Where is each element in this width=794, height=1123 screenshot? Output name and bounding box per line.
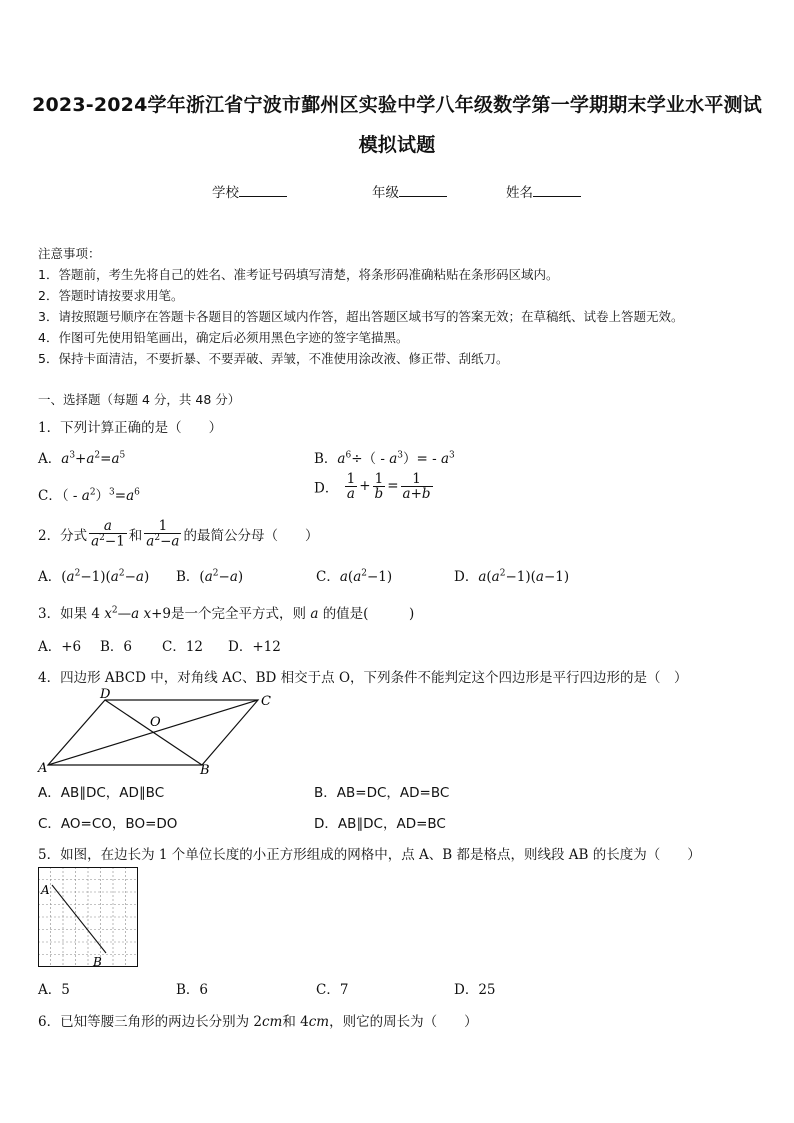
page-title: 2023-2024学年浙江省宁波市鄞州区实验中学八年级数学第一学期期末学业水平测试 — [32, 94, 762, 116]
school-label: 学校 — [212, 185, 239, 201]
grid-figure — [38, 867, 140, 971]
question-1-stem: 1．下列计算正确的是（ ） — [38, 420, 223, 436]
name-blank — [533, 184, 581, 197]
q5-option-a: A．5 — [38, 982, 70, 998]
q1-option-b: B．$a^6\div( - a^3)= - a^3$ — [314, 450, 455, 467]
question-2-stem: 2．分式 $\frac{a}{a^2-1}$ 和 $\frac{1}{a^2-a}$ 的最简公分母（ ） — [38, 518, 319, 550]
notice-heading: 注意事项： — [38, 246, 101, 261]
name-label: 姓名 — [506, 185, 533, 201]
vertex-label-c: C — [261, 694, 271, 709]
q3-option-d: D．+12 — [228, 639, 281, 655]
point-label-b: B — [93, 955, 102, 969]
point-label-o: O — [150, 715, 161, 730]
q4-option-a: A．AB∥DC，AD∥BC — [38, 785, 165, 801]
q4-option-b: B．AB=DC，AD=BC — [314, 785, 450, 801]
grade-label: 年级 — [372, 185, 399, 201]
grid-lines — [38, 867, 138, 967]
q5-option-b: B．6 — [176, 982, 209, 998]
question-5-stem: 5．如图，在边长为 1 个单位长度的小正方形组成的网格中，点 A、B 都是格点，则线段 AB 的长度为（ ） — [38, 847, 701, 863]
point-label-a: A — [41, 883, 50, 897]
q2-option-a: A．$(a^2-1)(a^2-a)$ — [38, 568, 150, 585]
section-heading: 一、选择题（每题 4 分，共 48 分） — [38, 392, 241, 407]
segment-ab — [52, 885, 106, 953]
vertex-label-b: B — [200, 763, 210, 776]
q2-option-b: B．$(a^2-a)$ — [176, 568, 244, 585]
diagonal-bd — [105, 700, 202, 765]
q1-option-d: D． $\frac{1}{a}$ + $\frac{1}{b}$ = $\frac{1}{a+b}$ — [314, 471, 431, 503]
page-subtitle: 模拟试题 — [358, 134, 436, 156]
school-field — [212, 181, 287, 201]
vertex-label-d: D — [100, 687, 111, 702]
q3-option-c: C．12 — [162, 639, 204, 655]
notice-item: 3．请按照题号顺序在答题卡各题目的答题区域内作答，超出答题区域书写的答案无效；在草稿纸、试卷上答题无效。 — [38, 309, 684, 324]
vertex-label-a: A — [38, 761, 48, 776]
q1-option-c: C．（ - $a^2)^3=a^6$ — [38, 487, 140, 504]
question-6-stem: 6．已知等腰三角形的两边长分别为 2cm和 4cm，则它的周长为（ ） — [38, 1014, 478, 1030]
q4-option-d: D．AB∥DC，AD=BC — [314, 816, 446, 832]
q5-option-c: C．7 — [316, 982, 349, 998]
notice-item: 1．答题前，考生先将自己的姓名、准考证号码填写清楚，将条形码准确粘贴在条形码区域内。 — [38, 267, 559, 282]
school-blank — [239, 184, 287, 197]
q4-option-c: C．AO=CO，BO=DO — [38, 816, 178, 832]
q2-option-c: C．$a(a^2-1)$ — [316, 568, 393, 585]
notice-item: 4．作图可先使用铅笔画出，确定后必须用黑色字迹的签字笔描黑。 — [38, 330, 409, 345]
name-field — [506, 181, 581, 201]
parallelogram-figure — [30, 686, 290, 776]
notice-item: 5．保持卡面清洁，不要折暴、不要弄破、弄皱，不准使用涂改液、修正带、刮纸刀。 — [38, 351, 509, 366]
question-4-stem: 4．四边形 ABCD 中，对角线 AC、BD 相交于点 O，下列条件不能判定这个四边形是平行四边形的是（ ） — [38, 670, 688, 686]
q1-option-a: A．$a^3+a^2=a^5$ — [38, 450, 126, 467]
notice-item: 2．答题时请按要求用笔。 — [38, 288, 184, 303]
q2-option-d: D．$a(a^2-1)(a-1)$ — [454, 568, 570, 585]
q3-option-b: B．6 — [100, 639, 133, 655]
q3-option-a: A．+6 — [38, 639, 82, 655]
q5-option-d: D．25 — [454, 982, 496, 998]
grade-field — [372, 181, 447, 201]
question-3-stem: 3．如果 4 $x^2—a$ x+9是一个完全平方式，则 a 的值是( ) — [38, 605, 415, 622]
grade-blank — [399, 184, 447, 197]
